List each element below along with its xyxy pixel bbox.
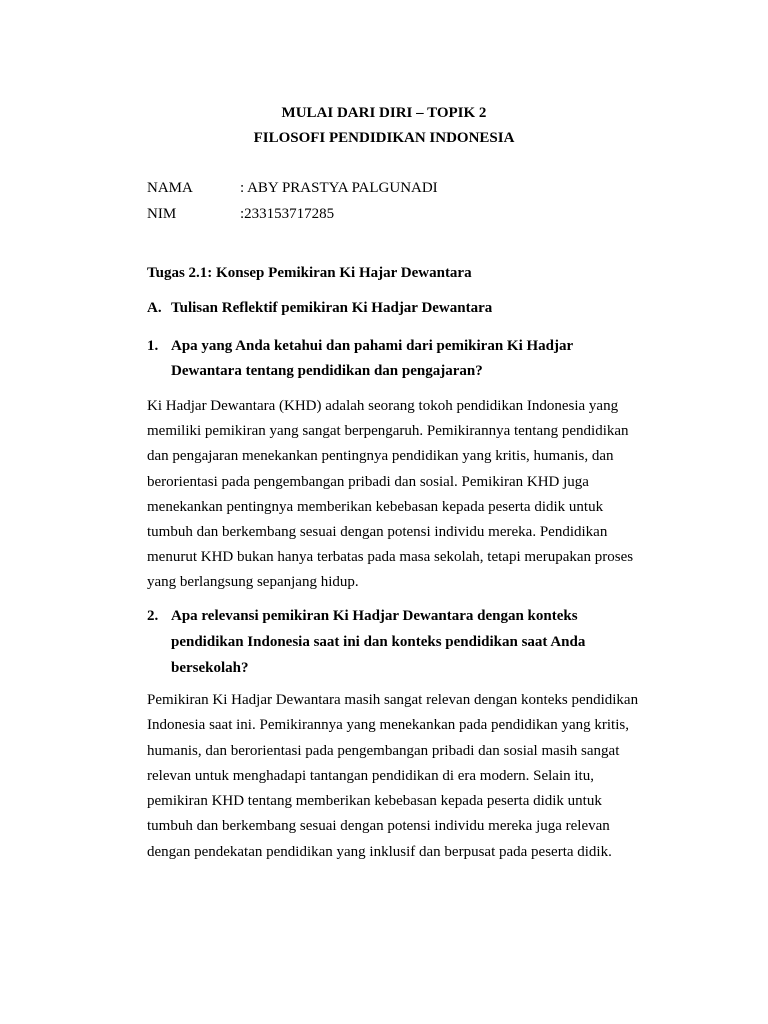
question-1-number: 1. (147, 338, 159, 354)
nim-value: :233153717285 (240, 206, 335, 222)
answer-1-paragraph: Ki Hadjar Dewantara (KHD) adalah seorang tokoh pendidikan Indonesia yang memiliki pemikiran yang sangat berpengaruh. Pemikirannya tentang pendidikan dan pengajaran menekankan pentingnya pendidikan yang kritis, humanis, dan berorientasi pada pengembangan pribadi dan sosial. Pemikiran KHD juga menekankan pentingnya memberikan kebebasan kepada peserta didik untuk tumbuh dan berkembang sesuai dengan potensi individu mereka. Pendidikan menurut KHD bukan hanya terbatas pada masa sekolah, tetapi merupakan proses yang berlangsung sepanjang hidup. (147, 398, 634, 591)
answer-2-paragraph: Pemikiran Ki Hadjar Dewantara masih sangat relevan dengan konteks pendidikan Indonesia saat ini. Pemikirannya yang menekankan pada pendidikan yang kritis, humanis, dan berorientasi pada pengembangan pribadi dan sosial masih sangat relevan untuk menghadapi tantangan pendidikan di era modern. Selain itu, pemikiran KHD tentang memberikan kebebasan kepada peserta didik untuk tumbuh dan berkembang sesuai dengan potensi individu mereka juga relevan dengan pendekatan pendidikan yang inklusif dan berpusat pada peserta didik. (147, 692, 639, 860)
question-2 (147, 603, 611, 681)
nim-label: NIM (147, 206, 177, 222)
name-row (147, 179, 438, 197)
page-title: MULAI DARI DIRI – TOPIK 2 (281, 105, 487, 121)
page-subtitle: FILOSOFI PENDIDIKAN INDONESIA (253, 130, 515, 146)
question-2-number: 2. (147, 608, 159, 624)
name-value: : ABY PRASTYA PALGUNADI (240, 180, 438, 196)
question-1-text: Apa yang Anda ketahui dan pahami dari pemikiran Ki Hadjar Dewantara tentang pendidikan dan pengajaran? (171, 338, 573, 379)
section-a-marker: A. (147, 300, 162, 316)
nim-row (147, 205, 334, 223)
section-a-title: Tulisan Reflektif pemikiran Ki Hadjar Dewantara (171, 300, 493, 316)
question-2-text: Apa relevansi pemikiran Ki Hadjar Dewantara dengan konteks pendidikan Indonesia saat ini dan konteks pendidikan saat Anda bersekolah? (171, 608, 586, 676)
task-heading: Tugas 2.1: Konsep Pemikiran Ki Hajar Dewantara (147, 265, 472, 281)
question-1 (147, 334, 641, 384)
section-a-heading (147, 299, 492, 317)
name-label: NAMA (147, 180, 193, 196)
